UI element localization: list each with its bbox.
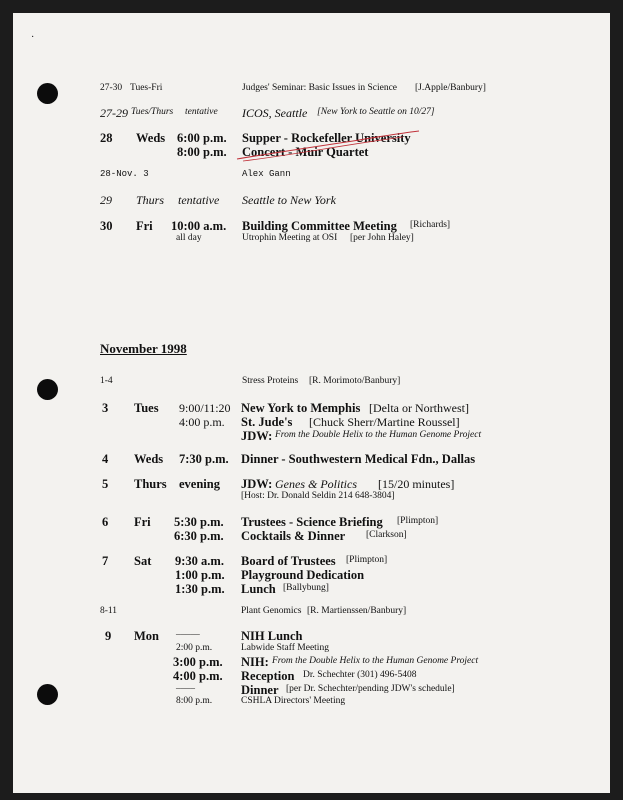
time: 10:00 a.m.: [171, 219, 227, 233]
note: [Plimpton]: [397, 516, 439, 526]
event: Building Committee Meeting: [242, 219, 397, 233]
time: 4:00 p.m.: [179, 415, 225, 429]
time-blank: _____: [176, 627, 200, 637]
note: [Plimpton]: [346, 555, 388, 565]
note: [Delta or Northwest]: [369, 401, 469, 415]
note: [R. Martienssen/Banbury]: [307, 606, 407, 616]
time: 6:00 p.m.: [177, 131, 227, 145]
punch-hole-top: [37, 83, 58, 104]
event: JDW:: [241, 429, 273, 443]
time-blank: ____: [176, 681, 195, 691]
time: 8:00 p.m.: [177, 145, 227, 159]
day: Weds: [136, 131, 166, 145]
day: Fri: [136, 219, 153, 233]
note: [New York to Seattle on 10/27]: [317, 107, 435, 117]
event: NIH:: [241, 655, 269, 669]
host: [Host: Dr. Donald Seldin 214 648-3804]: [241, 491, 395, 501]
stray-mark: ·: [31, 32, 35, 43]
time: 9:30 a.m.: [175, 554, 224, 568]
date: 5: [102, 477, 109, 491]
note: [per Dr. Schechter/pending JDW's schedule]: [286, 684, 455, 694]
event: Lunch: [241, 582, 276, 596]
time: 3:00 p.m.: [173, 655, 223, 669]
event: Seattle to New York: [242, 193, 336, 207]
event: ICOS, Seattle: [242, 106, 308, 120]
note: Dr. Schechter (301) 496-5408: [303, 670, 417, 680]
day: Fri: [134, 515, 151, 529]
event: St. Jude's: [241, 415, 293, 429]
day: Thurs: [134, 477, 167, 491]
talk-title: From the Double Helix to the Human Genome Project: [272, 656, 479, 666]
time: evening: [179, 477, 220, 491]
time: 7:30 p.m.: [179, 452, 229, 466]
day: Tues-Fri: [130, 83, 163, 93]
date: 7: [102, 554, 109, 568]
event: Stress Proteins: [242, 376, 299, 386]
day: Tues/Thurs: [131, 107, 174, 117]
date: 27-29: [100, 106, 128, 120]
note: [15/20 minutes]: [378, 477, 455, 491]
event: NIH Lunch: [241, 629, 303, 643]
event: Cocktails & Dinner: [241, 529, 346, 543]
event: Trustees - Science Briefing: [241, 515, 383, 529]
note: [Chuck Sherr/Martine Roussel]: [309, 415, 460, 429]
month-heading: November 1998: [100, 341, 187, 356]
time: 2:00 p.m.: [176, 643, 213, 653]
event: Judges' Seminar: Basic Issues in Science: [242, 83, 398, 93]
date: 30: [100, 219, 113, 233]
qualifier: tentative: [185, 107, 218, 117]
event: CSHLA Directors' Meeting: [241, 696, 346, 706]
date: 28-Nov. 3: [100, 169, 149, 179]
day: Weds: [134, 452, 164, 466]
date: 1-4: [100, 376, 113, 386]
date: 29: [100, 193, 112, 207]
day: Mon: [134, 629, 159, 643]
note: [R. Morimoto/Banbury]: [309, 376, 401, 386]
date: 9: [105, 629, 112, 643]
event: Labwide Staff Meeting: [241, 643, 329, 653]
date: 6: [102, 515, 109, 529]
date: 27-30: [100, 83, 123, 93]
event: Reception: [241, 669, 295, 683]
time: 6:30 p.m.: [174, 529, 224, 543]
date: 28: [100, 131, 113, 145]
talk-title: Genes & Politics: [275, 477, 357, 491]
note: [Richards]: [410, 220, 451, 230]
event-crossed: Concert - Muir Quartet: [242, 145, 369, 159]
time: 4:00 p.m.: [173, 669, 223, 683]
qualifier: tentative: [178, 193, 220, 207]
time: 1:00 p.m.: [175, 568, 225, 582]
time: 9:00/11:20: [179, 401, 231, 415]
note: [J.Apple/Banbury]: [415, 83, 486, 93]
event: Alex Gann: [242, 169, 291, 179]
event: Playground Dedication: [241, 568, 365, 582]
time: 8:00 p.m.: [176, 696, 213, 706]
note: [Clarkson]: [366, 530, 407, 540]
time: 1:30 p.m.: [175, 582, 225, 596]
time: all day: [176, 233, 202, 243]
note: [per John Haley]: [350, 233, 414, 243]
day: Sat: [134, 554, 152, 568]
punch-hole-middle: [37, 379, 58, 400]
time: 5:30 p.m.: [174, 515, 224, 529]
date: 4: [102, 452, 109, 466]
red-strike-through: [233, 125, 423, 165]
punch-hole-bottom: [37, 684, 58, 705]
event: JDW:: [241, 477, 273, 491]
day: Tues: [134, 401, 159, 415]
event: Plant Genomics: [241, 606, 302, 616]
event: Utrophin Meeting at OSI: [242, 233, 338, 243]
talk-title: From the Double Helix to the Human Genome Project: [275, 430, 482, 440]
event: Dinner - Southwestern Medical Fdn., Dallas: [241, 452, 476, 466]
note: [Ballybung]: [283, 583, 329, 593]
date: 8-11: [100, 606, 118, 616]
event: Board of Trustees: [241, 554, 336, 568]
event: New York to Memphis: [241, 401, 361, 415]
date: 3: [102, 401, 109, 415]
event: Dinner: [241, 683, 279, 697]
event-crossed: Supper - Rockefeller University: [242, 131, 411, 145]
day: Thurs: [136, 193, 165, 207]
document-page: [13, 13, 610, 793]
